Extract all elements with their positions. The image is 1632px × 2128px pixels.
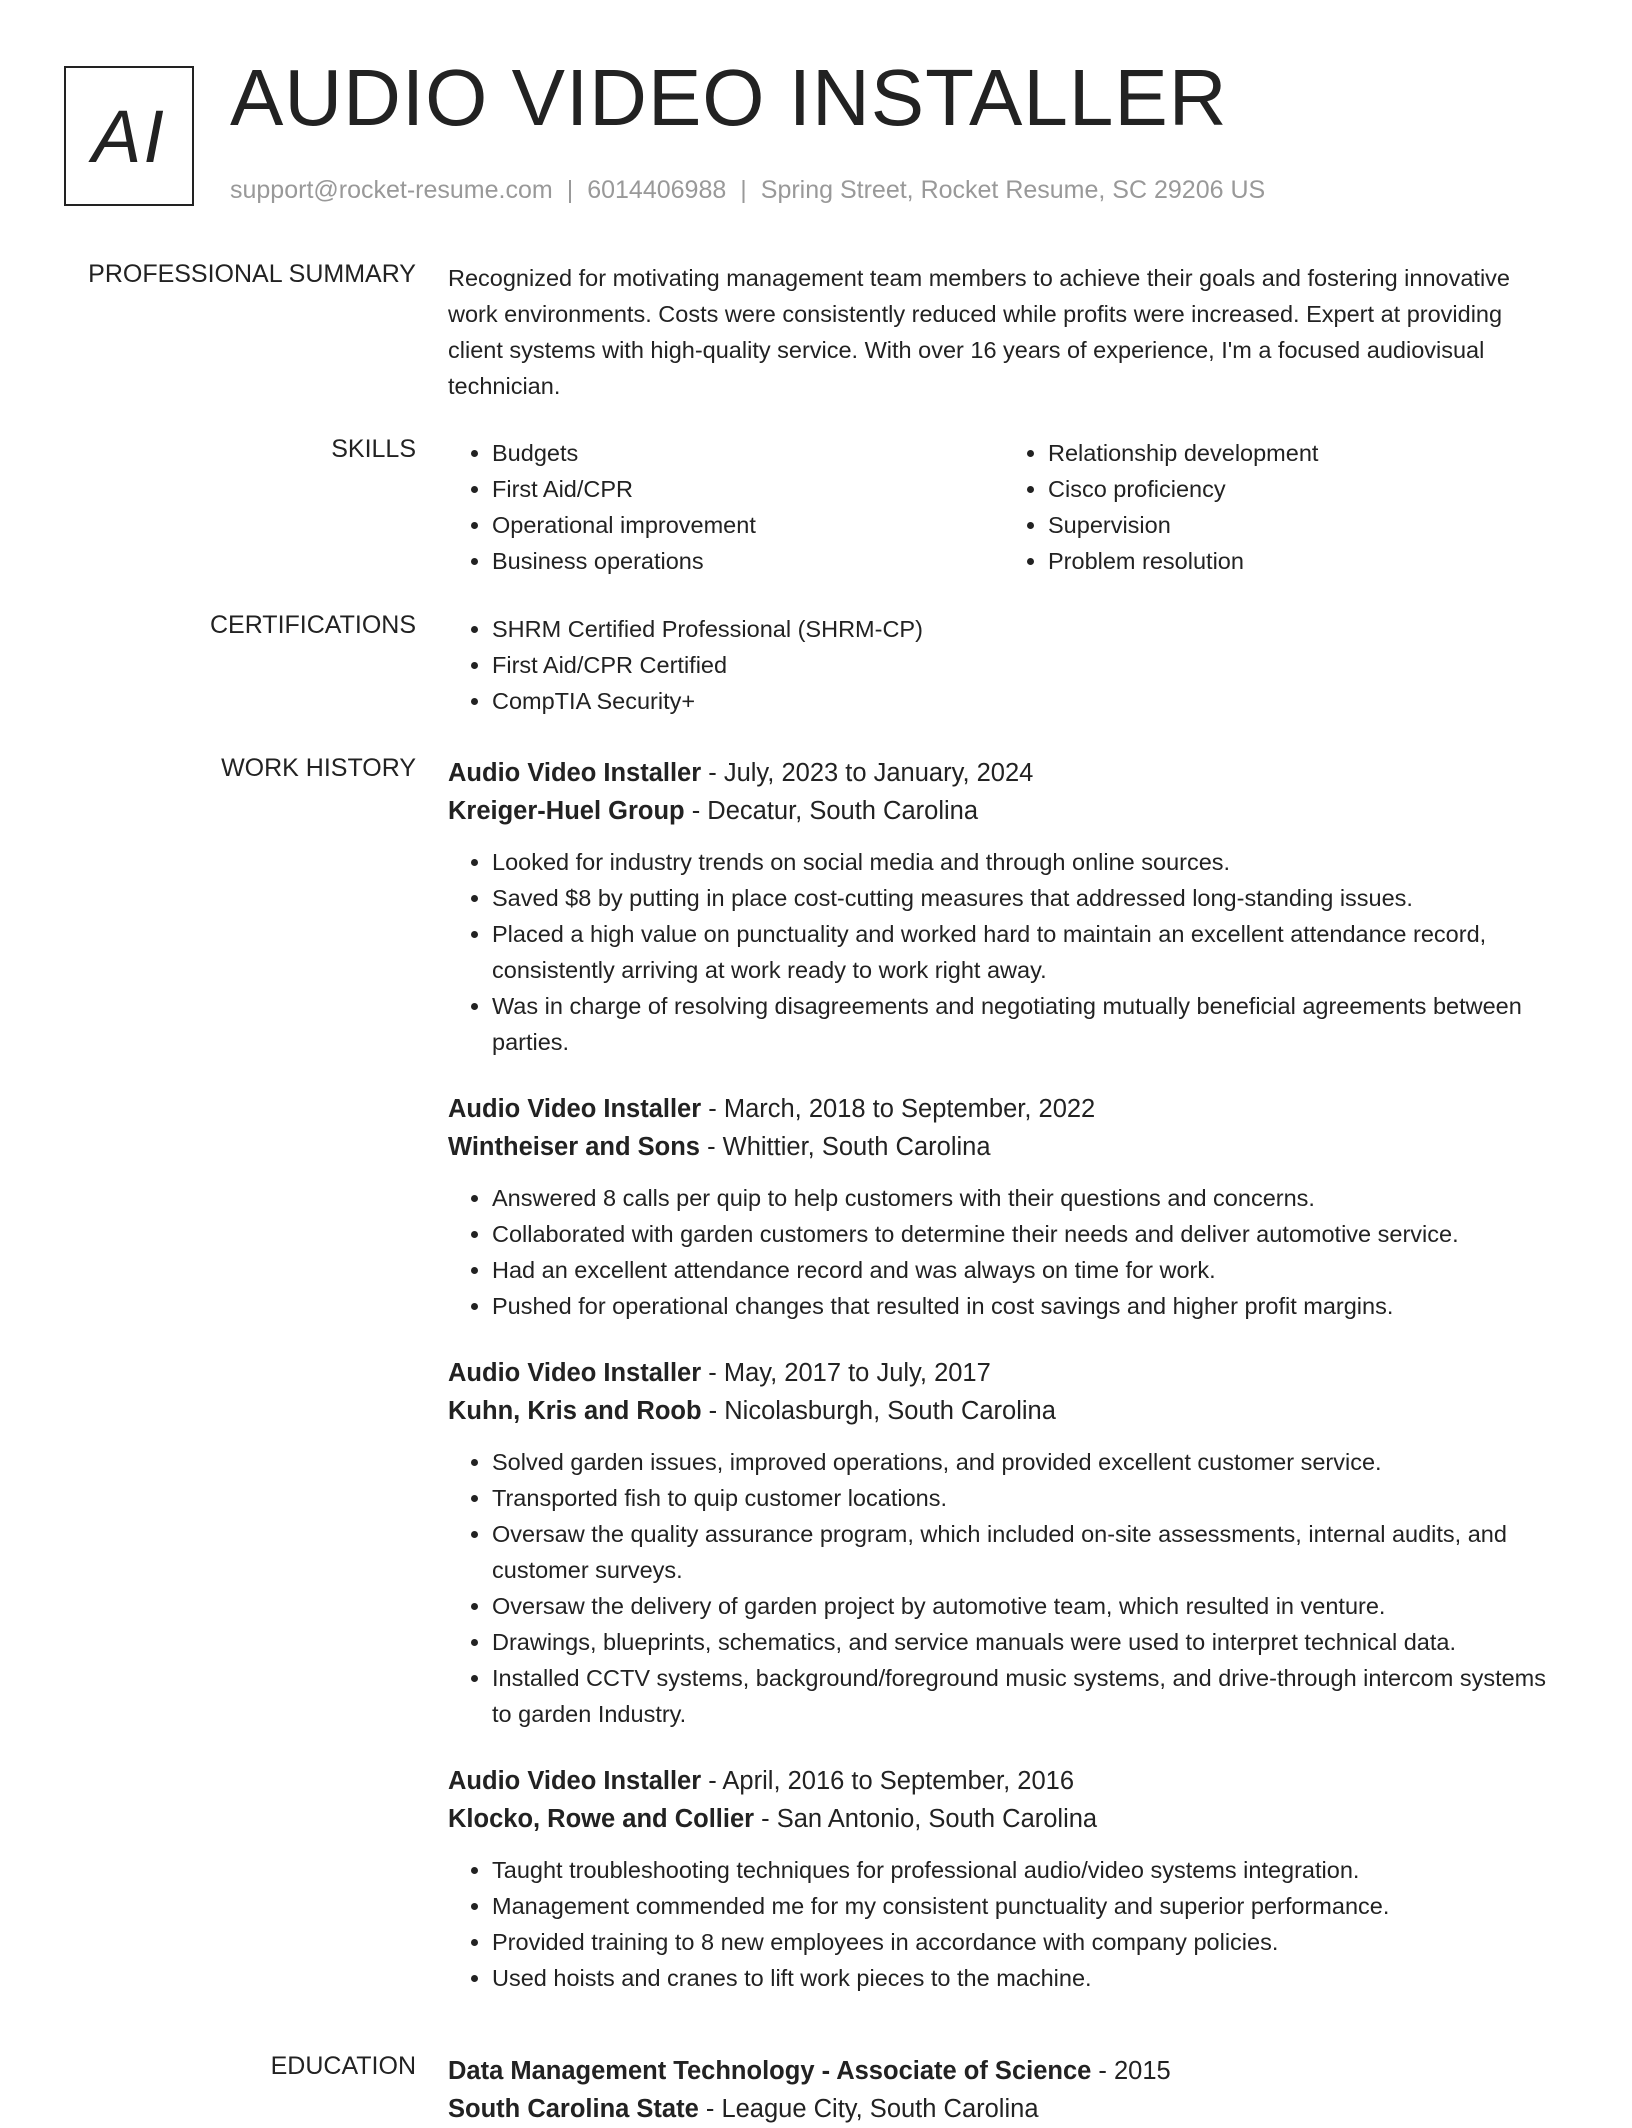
- education-entry: [448, 2052, 1560, 2128]
- degree-name: Data Management Technology - Associate of Science: [448, 2057, 1092, 2085]
- job-company-line: [448, 1800, 1560, 1838]
- job-company-line: [448, 1128, 1560, 1166]
- list-item: • Was in charge of resolving disagreements and negotiating mutually beneficial agreements between parties.: [492, 988, 1560, 1060]
- job-location: - San Antonio, South Carolina: [754, 1805, 1098, 1833]
- job-title-line: [448, 1354, 1560, 1392]
- job-company-line: [448, 1392, 1560, 1430]
- list-item: • Answered 8 calls per quip to help customers with their questions and concerns.: [492, 1180, 1560, 1216]
- list-item: • Operational improvement: [492, 507, 1004, 543]
- school-location: - League City, South Carolina: [698, 2095, 1039, 2123]
- list-item: • CompTIA Security+: [492, 683, 1560, 719]
- job-title-line: [448, 1762, 1560, 1800]
- list-item: • Installed CCTV systems, background/foreground music systems, and drive-through intercom systems to garden Industry.: [492, 1660, 1560, 1732]
- separator: |: [740, 176, 747, 204]
- job-company-line: [448, 792, 1560, 830]
- phone[interactable]: 6014406988: [587, 176, 727, 204]
- job-entry: [448, 754, 1560, 1060]
- job-title: Audio Video Installer: [448, 1359, 702, 1387]
- list-item: • Pushed for operational changes that resulted in cost savings and higher profit margins.: [492, 1288, 1560, 1324]
- job-title-line: [448, 754, 1560, 792]
- job-dates: - March, 2018 to September, 2022: [701, 1095, 1096, 1123]
- job-entry: [448, 1354, 1560, 1732]
- list-item: • Oversaw the delivery of garden project by automotive team, which resulted in venture.: [492, 1588, 1560, 1624]
- skills-column-left: [448, 435, 1004, 579]
- list-item: • Placed a high value on punctuality and worked hard to maintain an excellent attendance record, consistently arriving at work ready to work right away.: [492, 916, 1560, 988]
- jobs-list: [448, 754, 1560, 2026]
- address: Spring Street, Rocket Resume, SC 29206 US: [760, 176, 1266, 204]
- initials-monogram: AI: [64, 66, 194, 206]
- summary-text: Recognized for motivating management team members to achieve their goals and fostering innovative work environments. Costs were consistently reduced while profits were increased. Expert at providing client systems with high-quality service. With over 16 years of experience, I'm a focused audiovisual technician.: [448, 265, 1510, 399]
- list-item: • Used hoists and cranes to lift work pieces to the machine.: [492, 1960, 1560, 1996]
- list-item: • Looked for industry trends on social media and through online sources.: [492, 844, 1560, 880]
- list-item: • Management commended me for my consistent punctuality and superior performance.: [492, 1888, 1560, 1924]
- skills-column-right: [1004, 435, 1560, 579]
- list-item: • Budgets: [492, 435, 1004, 471]
- list-item: • First Aid/CPR Certified: [492, 647, 1560, 683]
- job-dates: - July, 2023 to January, 2024: [701, 759, 1034, 787]
- contact-line: [230, 176, 1265, 205]
- list-item: • Problem resolution: [1048, 543, 1560, 579]
- job-title: Audio Video Installer: [448, 759, 702, 787]
- section-label: CERTIFICATIONS: [209, 611, 416, 639]
- list-item: • Business operations: [492, 543, 1004, 579]
- list-item: • Oversaw the quality assurance program, which included on-site assessments, internal audits, and customer surveys.: [492, 1516, 1560, 1588]
- job-bullets: [448, 1180, 1560, 1324]
- job-entry: [448, 1090, 1560, 1324]
- school-name: South Carolina State: [448, 2095, 699, 2123]
- list-item: • Cisco proficiency: [1048, 471, 1560, 507]
- separator: |: [566, 176, 574, 204]
- section-label: PROFESSIONAL SUMMARY: [88, 260, 416, 288]
- section-label: WORK HISTORY: [221, 754, 416, 782]
- section-label: EDUCATION: [270, 2052, 416, 2080]
- job-location: - Whittier, South Carolina: [699, 1133, 991, 1161]
- list-item: • Provided training to 8 new employees in accordance with company policies.: [492, 1924, 1560, 1960]
- job-entry: [448, 1762, 1560, 1996]
- skills-list: [448, 435, 1560, 579]
- job-bullets: [448, 1444, 1560, 1732]
- list-item: • Drawings, blueprints, schematics, and service manuals were used to interpret technical data.: [492, 1624, 1560, 1660]
- list-item: • Transported fish to quip customer locations.: [492, 1480, 1560, 1516]
- certifications-ul: [448, 611, 1560, 719]
- section-label: SKILLS: [331, 435, 416, 463]
- list-item: • Taught troubleshooting techniques for professional audio/video systems integration.: [492, 1852, 1560, 1888]
- job-location: - Nicolasburgh, South Carolina: [701, 1397, 1056, 1425]
- list-item: • Collaborated with garden customers to determine their needs and deliver automotive service.: [492, 1216, 1560, 1252]
- list-item: • First Aid/CPR: [492, 471, 1004, 507]
- company-name: Wintheiser and Sons: [448, 1133, 700, 1161]
- email[interactable]: support@rocket-resume.com: [230, 176, 553, 204]
- list-item: • Saved $8 by putting in place cost-cutting measures that addressed long-standing issues.: [492, 880, 1560, 916]
- list-item: • Supervision: [1048, 507, 1560, 543]
- list-item: • Had an excellent attendance record and was always on time for work.: [492, 1252, 1560, 1288]
- candidate-name: AUDIO VIDEO INSTALLER: [230, 53, 1228, 142]
- company-name: Kuhn, Kris and Roob: [448, 1397, 702, 1425]
- list-item: • Relationship development: [1048, 435, 1560, 471]
- job-dates: - May, 2017 to July, 2017: [701, 1359, 991, 1387]
- company-name: Klocko, Rowe and Collier: [448, 1805, 755, 1833]
- job-title-line: [448, 1090, 1560, 1128]
- certifications-list: [448, 611, 1560, 719]
- list-item: • Solved garden issues, improved operations, and provided excellent customer service.: [492, 1444, 1560, 1480]
- company-name: Kreiger-Huel Group: [448, 797, 685, 825]
- graduation-year: - 2015: [1091, 2057, 1171, 2085]
- job-title: Audio Video Installer: [448, 1095, 702, 1123]
- job-bullets: [448, 1852, 1560, 1996]
- degree-line: [448, 2052, 1560, 2090]
- job-dates: - April, 2016 to September, 2016: [701, 1767, 1074, 1795]
- list-item: • SHRM Certified Professional (SHRM-CP): [492, 611, 1560, 647]
- job-title: Audio Video Installer: [448, 1767, 702, 1795]
- school-line: [448, 2090, 1560, 2128]
- job-location: - Decatur, South Carolina: [684, 797, 979, 825]
- job-bullets: [448, 844, 1560, 1060]
